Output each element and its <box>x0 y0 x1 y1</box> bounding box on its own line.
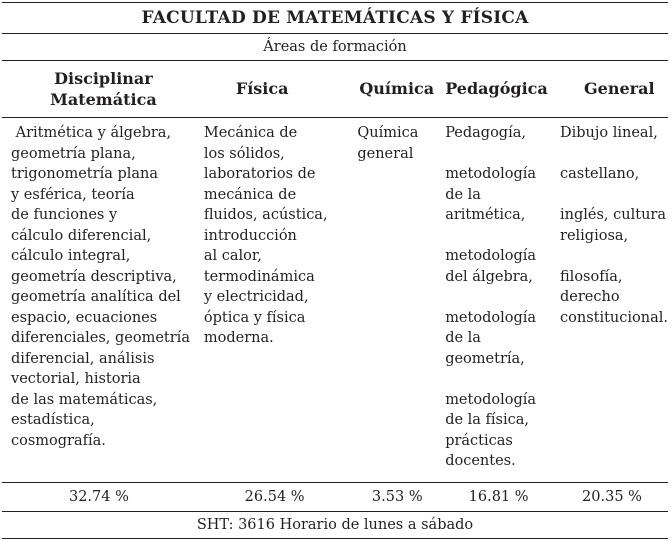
header-general: General <box>584 78 655 98</box>
content-row <box>2 118 668 483</box>
cell-general: Dibujo lineal, castellano, inglés, cultura religiosa, filosofía, derecho constitucional. <box>556 118 668 483</box>
table-title: FACULTAD DE MATEMÁTICAS Y FÍSICA <box>2 3 668 34</box>
cell-pedagogica: Pedagogía, metodología de la aritmética, metodología del álgebra, metodología de la geometría, metodología de la física, prácticas docentes. <box>441 118 556 483</box>
cell-quimica: Química general <box>353 118 441 483</box>
pct-general: 20.35 % <box>556 483 668 511</box>
table-subtitle: Áreas de formación <box>2 34 668 60</box>
header-row <box>2 60 668 118</box>
header-pedagogica: Pedagógica <box>445 78 548 98</box>
header-quimica: Química <box>359 78 435 98</box>
header-fisica: Física <box>235 78 289 98</box>
header-disciplinar: Disciplinar Matemática <box>50 68 157 109</box>
percentage-row <box>2 483 668 511</box>
areas-table <box>2 2 668 539</box>
pct-quimica: 3.53 % <box>353 483 441 511</box>
pct-pedagogica: 16.81 % <box>441 483 556 511</box>
pct-disciplinar: 32.74 % <box>2 483 196 511</box>
table-footer: SHT: 3616 Horario de lunes a sábado <box>2 511 668 538</box>
cell-fisica: Mecánica de los sólidos, laboratorios de mecánica de fluidos, acústica, introducción al calor, termodinámica y electricidad, óptica y física moderna. <box>196 118 354 483</box>
cell-disciplinar: Aritmética y álgebra, geometría plana, trigonometría plana y esférica, teoría de funciones y cálculo diferencial, cálculo integral, geometría descriptiva, geometría analítica del espacio, ecuaciones diferenciales, geometría diferencial, análisis vectorial, historia de las matemáticas, estadística, cosmografía. <box>2 118 196 483</box>
pct-fisica: 26.54 % <box>196 483 354 511</box>
